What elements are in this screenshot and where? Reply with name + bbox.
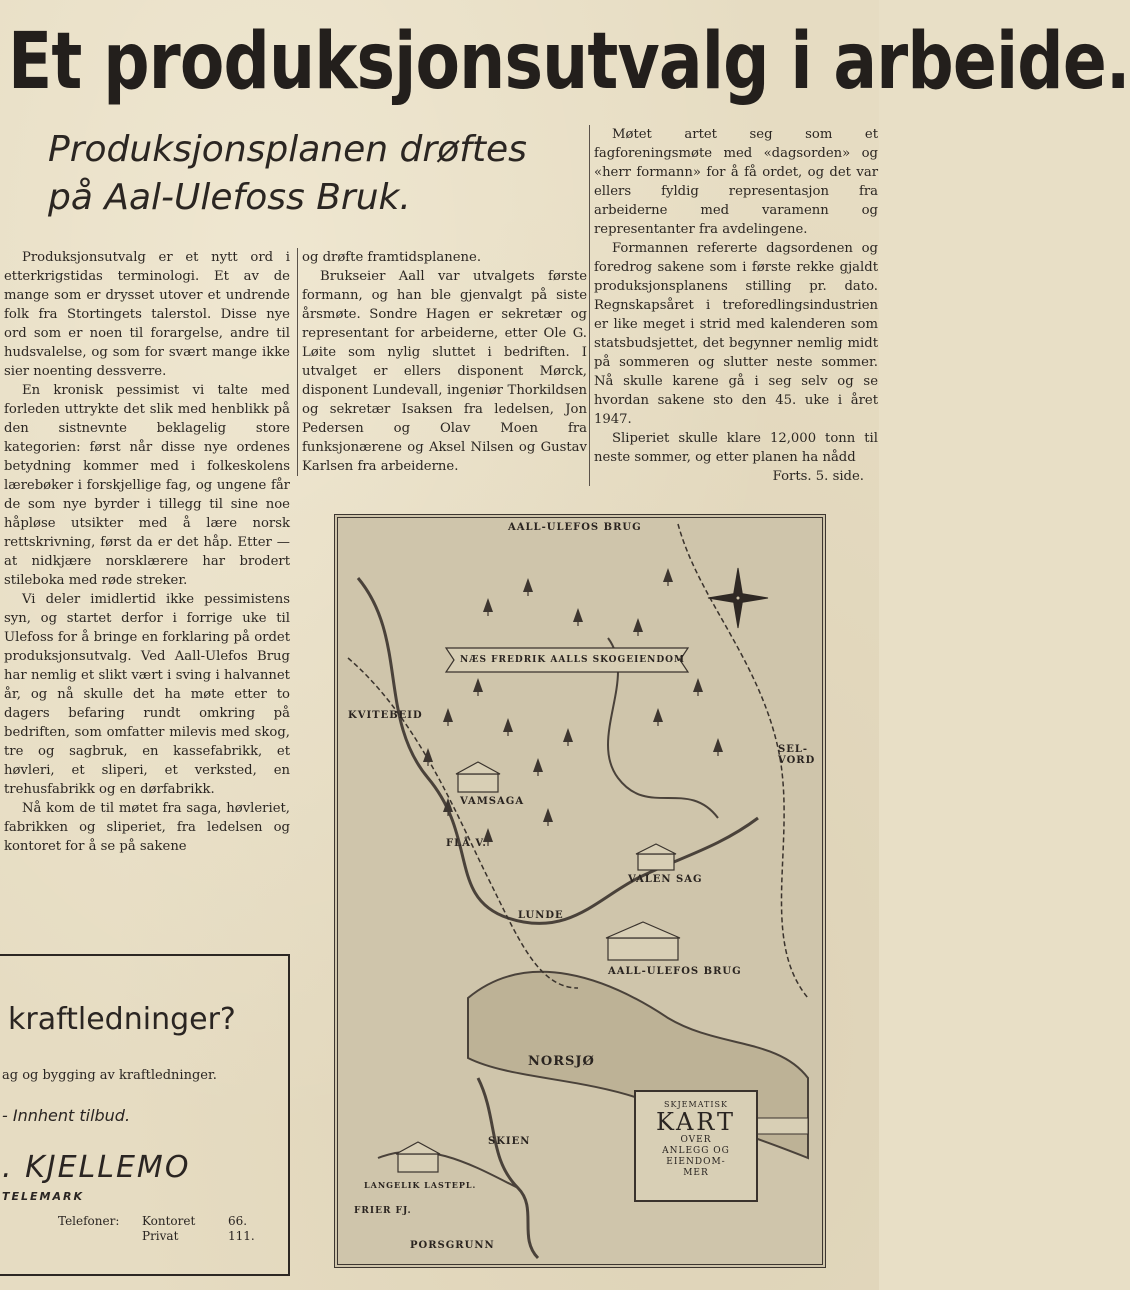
map-label: SKIEN: [488, 1136, 531, 1147]
subheadline: [48, 126, 527, 222]
paragraph: Sliperiet skulle klare 12,000 tonn til neste sommer, og etter planen ha nådd: [594, 431, 878, 465]
paragraph: Formannen refererte dagsordenen og foredrog sakene som i første rekke gjaldt produksjonsplanens stilling pr. dato. Regnskapsåret i treforedlingsindustrien er like meget i strid med kalenderen som statsbudsjettet, det begynner nemlig midt på sommeren og slutter neste sommer. Nå skulle karene gå i seg selv og se hvordan sakene sto den 45. uke i året 1947.: [594, 241, 878, 427]
ad-tilbud: - Innhent tilbud.: [2, 1106, 131, 1125]
ad-phones: [58, 1214, 255, 1244]
map-label: FLÅ V.: [446, 838, 487, 849]
legend-line: ANLEGG OG: [662, 1146, 730, 1156]
phone-name: Kontoret: [142, 1214, 196, 1228]
paragraph: Vi deler imidlertid ikke pessimistens syn, og startet derfor i forrige uke til Ulefoss for å bringe en forklaring på ordet produksjonsutvalg. Ved Aall-Ulefos Brug har nemlig et slikt vært i sving i halvannet år, og nå skulle det ha møte etter to dagers befaring rundt omkring på bedriften, som omfatter milevis med skog, tre og sagbruk, en kassefabrikk, et høvleri, et sliperi, et verksted, en trehusfabrikk og en dørfabrikk.: [4, 592, 290, 797]
legend-line: MER: [683, 1168, 709, 1178]
ad-place: TELEMARK: [2, 1190, 84, 1203]
phone-number: 111.: [228, 1229, 255, 1243]
paragraph: Møtet artet seg som et fagforeningsmøte med «dagsorden» og «herr formann» for å få ordet, og det var ellers fyldig representasjon fra arbeiderne med varamenn og representanter fra avdelingene.: [594, 127, 878, 237]
phone-label: Telefoner:: [58, 1214, 120, 1228]
map-label: FRIER FJ.: [354, 1206, 412, 1216]
map-label: PORSGRUNN: [410, 1240, 495, 1251]
ad-text: ag og bygging av kraftledninger.: [2, 1068, 217, 1083]
article-column-1: [4, 248, 290, 856]
map-label: AALL-ULEFOS BRUG: [508, 522, 642, 533]
paragraph: Nå kom de til møtet fra saga, høvleriet, fabrikken og sliperiet, fra ledelsen og kontoret for å se på sakene: [4, 801, 290, 854]
map-label: LANGELIK LASTEPL.: [364, 1180, 477, 1190]
map-label: VALEN SAG: [628, 874, 703, 885]
map-label: SEL-VORD: [778, 744, 816, 766]
continued-note: Forts. 5. side.: [772, 469, 864, 484]
paragraph: En kronisk pessimist vi talte med forleden uttrykte det slik med henblikk på den sistnevnte beklagelig store kategorien: først når disse nye ordenes betydning kommer med i folkeskolens lærebøker i forskjellige fag, og ungene får de som nye byrder i tillegg til sine noe håpløse utsikter med å lære norsk rettskrivning, først da er det håp. Etter — at nidkjære norsklærere har brodert stileboka med røde streker.: [4, 383, 290, 588]
legend-small: SKJEMATISK: [664, 1100, 728, 1109]
phone-name: Privat: [142, 1229, 179, 1243]
article-column-2: [297, 248, 587, 476]
map-label: LUNDE: [518, 910, 564, 921]
map-label: NÆS FREDRIK AALLS SKOGEIENDOM: [460, 655, 685, 665]
ad-heading: kraftledninger?: [8, 1002, 236, 1037]
legend-line: OVER: [680, 1135, 712, 1145]
legend-title: KART: [656, 1108, 736, 1136]
subheadline-line: på Aal-Ulefoss Bruk.: [48, 177, 411, 218]
illustrated-map: [334, 514, 826, 1268]
ad-company: . KJELLEMO: [2, 1150, 191, 1185]
subheadline-line: Produksjonsplanen drøftes: [48, 129, 527, 170]
article-column-3: [589, 125, 878, 486]
legend-line: EIENDOM-: [666, 1157, 726, 1167]
headline: Et produksjonsutvalg i arbeide.: [8, 17, 1130, 107]
map-legend: [634, 1090, 758, 1202]
paragraph: Produksjonsutvalg er et nytt ord i etterkrigstidas terminologi. Et av de mange som er drysset utover et undrende folk fra Stortingets talerstol. Disse nye ord som er noen til forargelse, andre til hudsvalelse, og som for svært mange ikke sier noenting dessverre.: [4, 250, 290, 379]
phone-number: 66.: [228, 1214, 248, 1228]
paragraph: Brukseier Aall var utvalgets første formann, og han ble gjenvalgt på siste årsmøte. Sondre Hagen er sekretær og representant for arbeiderne, etter Ole G. Løite som nylig sluttet i bedriften. I utvalget er ellers disponent Mørck, disponent Lundevall, ingeniør Thorkildsen og sekretær Isaksen fra ledelsen, Jon Pedersen og Olav Moen fra funksjonærene og Aksel Nilsen og Gustav Karlsen fra arbeiderne.: [302, 269, 587, 474]
map-label: NORSJØ: [528, 1054, 595, 1069]
map-label: KVITEBEID: [348, 710, 423, 721]
paragraph: og drøfte framtidsplanene.: [302, 250, 482, 265]
map-label: VAMSAGA: [460, 796, 525, 807]
advertisement: [0, 954, 290, 1276]
map-label: AALL-ULEFOS BRUG: [608, 966, 742, 977]
